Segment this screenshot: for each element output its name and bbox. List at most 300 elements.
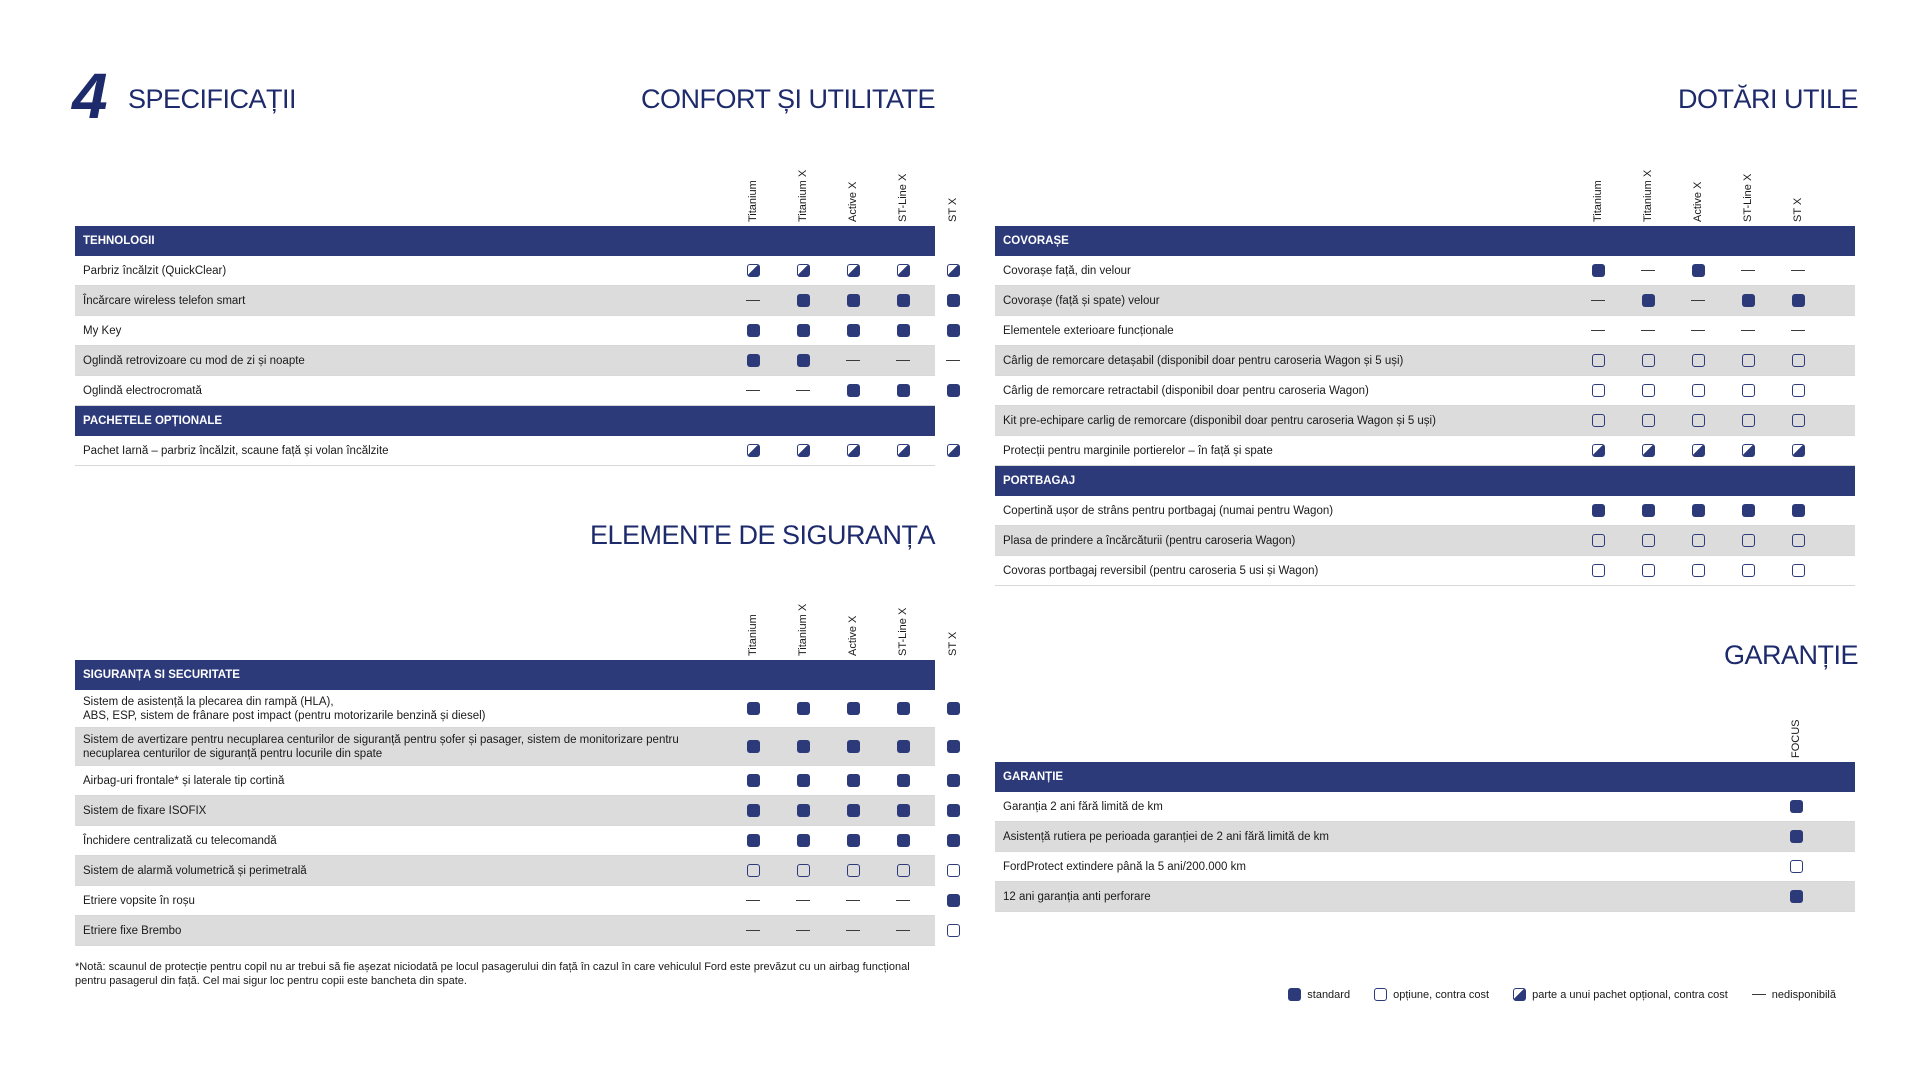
table-cell [828,826,878,855]
row-label: Covorașe față, din velour [1003,264,1131,277]
table-cell [928,316,978,345]
table-cell [778,346,828,375]
standard-icon [947,834,960,847]
table-cell [1773,256,1823,285]
standard-icon [797,774,810,787]
row-label: Protecții pentru marginile portierelor – în față și spate [1003,444,1273,457]
package-icon [947,264,960,277]
table-row [75,690,935,728]
standard-icon [947,702,960,715]
table-cell [728,796,778,825]
standard-icon [1742,504,1755,517]
table-cell [1673,556,1723,585]
table-cell [1673,256,1723,285]
standard-icon [747,354,760,367]
table-row [995,526,1855,556]
standard-icon [747,774,760,787]
table-row [995,256,1855,286]
standard-icon [797,294,810,307]
section-title-siguranta: ELEMENTE DE SIGURANȚA [589,520,935,550]
table-cell [1773,526,1823,555]
row-label: Etriere fixe Brembo [83,924,182,937]
table-cell [1773,346,1823,375]
table-row [75,766,935,796]
option-icon [1792,534,1805,547]
table-cell [828,436,878,465]
standard-icon [897,774,910,787]
table-cell [728,436,778,465]
table-row [75,346,935,376]
option-icon [1742,534,1755,547]
table-cell [1573,496,1623,525]
table-row [995,556,1855,586]
table-cell [778,256,828,285]
table-cell [1623,316,1673,345]
column-header: Titanium X [1642,169,1654,222]
legend-label: opțiune, contra cost [1393,988,1490,1001]
unavailable-icon [896,900,910,902]
option-icon [1642,414,1655,427]
option-icon [1742,414,1755,427]
standard-icon [847,834,860,847]
table-row [995,792,1855,822]
standard-icon [797,354,810,367]
table-cell [1723,436,1773,465]
table-cell [828,728,878,765]
standard-icon [1792,504,1805,517]
table-cell [1673,376,1723,405]
legend-label: parte a unui pachet opțional, contra cost [1532,988,1728,1001]
table-cell [878,916,928,945]
package-icon [1513,988,1526,1001]
table-cell [1573,346,1623,375]
option-icon [1642,384,1655,397]
table-cell [728,916,778,945]
option-icon [1742,564,1755,577]
package-icon [947,444,960,457]
table-cell [1573,256,1623,285]
table-cell [928,886,978,915]
table-cell [1773,406,1823,435]
standard-icon [847,324,860,337]
section-title-dotari: DOTĂRI UTILE [1677,84,1858,114]
table-cell [778,856,828,885]
row-label: Cârlig de remorcare detașabil (disponibil doar pentru caroseria Wagon și 5 uși) [1003,354,1404,367]
unavailable-icon [796,390,810,392]
table-cell [778,766,828,795]
standard-icon [797,740,810,753]
table-cell [1623,376,1673,405]
standard-icon [847,384,860,397]
option-icon [1592,384,1605,397]
option-icon [1592,354,1605,367]
option-icon [1692,384,1705,397]
row-label: Parbriz încălzit (QuickClear) [83,264,227,277]
table-cell [828,796,878,825]
page-number: 4 [72,60,106,132]
table-cell [778,286,828,315]
package-icon [897,444,910,457]
table-cell [828,856,878,885]
table-cell [1771,822,1821,851]
standard-icon [1288,988,1301,1001]
group-header: COVORAȘE [995,226,1855,256]
table-cell [728,856,778,885]
table-cell [728,256,778,285]
table-cell [828,766,878,795]
group-header: SIGURANȚA SI SECURITATE [75,660,935,690]
table-cell [778,886,828,915]
row-label: Copertină ușor de strâns pentru portbagaj (numai pentru Wagon) [1003,504,1334,517]
standard-icon [1642,504,1655,517]
table-cell [1623,256,1673,285]
option-icon [1592,414,1605,427]
column-header: ST X [947,631,959,656]
standard-icon [897,702,910,715]
page-title: SPECIFICAȚII [128,84,297,114]
standard-icon [1592,264,1605,277]
column-headers [75,588,959,660]
row-label: Etriere vopsite în roșu [83,894,195,907]
unavailable-icon [846,930,860,932]
table-cell [828,316,878,345]
unavailable-icon [1791,330,1805,332]
table-row [995,346,1855,376]
package-icon [1742,444,1755,457]
table-confort [75,154,959,466]
table-cell [878,316,928,345]
standard-icon [897,834,910,847]
standard-icon [947,324,960,337]
table-cell [928,346,978,375]
table-cell [728,316,778,345]
table-cell [728,286,778,315]
standard-icon [1792,294,1805,307]
package-icon [1692,444,1705,457]
unavailable-icon [846,360,860,362]
standard-icon [797,702,810,715]
table-cell [1773,496,1823,525]
group-header: PACHETELE OPȚIONALE [75,406,935,436]
table-cell [828,256,878,285]
option-icon [1692,534,1705,547]
row-label: Cârlig de remorcare retractabil (disponibil doar pentru caroseria Wagon) [1003,384,1369,397]
table-cell [878,826,928,855]
table-cell [1573,286,1623,315]
table-cell [1771,882,1821,911]
table-cell [1773,286,1823,315]
unavailable-icon [746,300,760,302]
table-cell [1673,436,1723,465]
table-cell [928,376,978,405]
table-cell [828,376,878,405]
table-cell [1773,556,1823,585]
legend-label: standard [1307,988,1351,1001]
column-header: Titanium X [797,169,809,222]
standard-icon [797,834,810,847]
table-cell [1573,406,1623,435]
option-icon [1592,534,1605,547]
table-cell [928,856,978,885]
column-header: ST X [947,197,959,222]
table-cell [1723,286,1773,315]
standard-icon [897,384,910,397]
table-cell [828,346,878,375]
table-cell [1573,436,1623,465]
column-header: Titanium X [797,603,809,656]
standard-icon [1592,504,1605,517]
column-header: ST-Line X [1742,173,1754,222]
table-row [75,436,935,466]
table-cell [928,286,978,315]
table-cell [1573,316,1623,345]
table-row [995,436,1855,466]
standard-icon [897,740,910,753]
table-row [75,316,935,346]
standard-icon [1642,294,1655,307]
unavailable-icon [1591,300,1605,302]
row-label: Oglindă electrocromată [83,384,202,397]
option-icon [1642,354,1655,367]
unavailable-icon [1641,270,1655,272]
row-label: My Key [83,324,122,337]
table-cell [1623,436,1673,465]
table-cell [1673,316,1723,345]
standard-icon [847,804,860,817]
standard-icon [747,324,760,337]
table-cell [1623,496,1673,525]
unavailable-icon [1691,300,1705,302]
legend-label: nedisponibilă [1771,988,1836,1001]
package-icon [797,444,810,457]
option-icon [1692,564,1705,577]
table-cell [1773,316,1823,345]
standard-icon [747,834,760,847]
standard-icon [947,740,960,753]
table-cell [1673,406,1723,435]
standard-icon [947,294,960,307]
table-cell [928,256,978,285]
option-icon [1792,414,1805,427]
standard-icon [947,804,960,817]
group-header: GARANȚIE [995,762,1855,792]
table-row [995,376,1855,406]
option-icon [1792,384,1805,397]
standard-icon [1790,830,1803,843]
table-cell [928,690,978,727]
option-icon [947,924,960,937]
table-cell [1723,406,1773,435]
row-label: Covoras portbagaj reversibil (pentru caroseria 5 usi și Wagon) [1003,564,1319,577]
table-row [995,882,1855,912]
table-cell [878,256,928,285]
group-header: PORTBAGAJ [995,466,1855,496]
table-cell [778,316,828,345]
unavailable-icon [846,900,860,902]
row-label: Încărcare wireless telefon smart [83,294,246,307]
table-cell [1723,256,1773,285]
table-cell [928,826,978,855]
column-header: Titanium [747,180,759,222]
option-icon [1692,354,1705,367]
table-cell [1773,376,1823,405]
table-cell [878,886,928,915]
unavailable-icon [1741,330,1755,332]
table-row [75,856,935,886]
row-label: Pachet Iarnă – parbriz încălzit, scaune față și volan încălzite [83,444,389,457]
table-cell [928,728,978,765]
standard-icon [1692,504,1705,517]
table-row [995,822,1855,852]
table-cell [1623,286,1673,315]
option-icon [897,864,910,877]
column-headers [75,154,959,226]
table-row [995,852,1855,882]
table-cell [878,286,928,315]
standard-icon [747,740,760,753]
row-label: Sistem de alarmă volumetrică și perimetrală [83,864,307,877]
column-headers [995,690,1855,762]
table-row [75,916,935,946]
unavailable-icon [1641,330,1655,332]
table-cell [1773,436,1823,465]
row-label: Garanția 2 ani fără limită de km [1003,800,1163,813]
column-header: ST-Line X [897,607,909,656]
table-cell [928,796,978,825]
standard-icon [1692,264,1705,277]
standard-icon [847,740,860,753]
table-cell [928,436,978,465]
table-cell [1771,852,1821,881]
unavailable-icon [1791,270,1805,272]
unavailable-icon [896,360,910,362]
table-cell [828,690,878,727]
standard-icon [847,702,860,715]
column-header: Active X [847,615,859,656]
table-cell [778,728,828,765]
row-label: FordProtect extindere până la 5 ani/200.000 km [1003,860,1246,873]
package-icon [797,264,810,277]
standard-icon [1790,890,1803,903]
row-label: Kit pre-echipare carlig de remorcare (disponibil doar pentru caroseria Wagon și 5 uși) [1003,414,1436,427]
table-cell [878,728,928,765]
row-label: Asistență rutiera pe perioada garanției de 2 ani fără limită de km [1003,830,1330,843]
table-cell [828,886,878,915]
table-cell [728,728,778,765]
table-row [75,826,935,856]
column-header: Titanium [1592,180,1604,222]
table-cell [1723,496,1773,525]
standard-icon [847,294,860,307]
unavailable-icon [746,900,760,902]
table-row [75,286,935,316]
column-header: ST X [1792,197,1804,222]
option-icon [1592,564,1605,577]
table-cell [878,690,928,727]
table-cell [1673,286,1723,315]
table-cell [778,796,828,825]
option-icon [1374,988,1387,1001]
option-icon [847,864,860,877]
unavailable-icon [796,900,810,902]
table-cell [1573,526,1623,555]
column-headers [995,154,1855,226]
table-cell [878,436,928,465]
table-cell [1623,406,1673,435]
standard-icon [747,804,760,817]
package-icon [1792,444,1805,457]
standard-icon [947,384,960,397]
package-icon [847,264,860,277]
table-row [75,376,935,406]
unavailable-icon [796,930,810,932]
option-icon [1792,564,1805,577]
legend [1264,988,1836,1001]
column-header: ST-Line X [897,173,909,222]
table-cell [1673,526,1723,555]
standard-icon [897,294,910,307]
table-cell [1723,346,1773,375]
table-cell [728,826,778,855]
row-label: Airbag-uri frontale* și laterale tip cortină [83,774,285,787]
unavailable-icon [746,390,760,392]
column-header: FOCUS [1790,719,1802,758]
table-cell [728,376,778,405]
column-header: Active X [847,181,859,222]
option-icon [797,864,810,877]
table-row [995,286,1855,316]
row-label: Sistem de fixare ISOFIX [83,804,207,817]
table-cell [778,436,828,465]
standard-icon [797,324,810,337]
option-icon [1742,354,1755,367]
table-siguranta [75,588,959,946]
package-icon [847,444,860,457]
option-icon [1692,414,1705,427]
table-cell [1723,526,1773,555]
table-cell [1623,526,1673,555]
standard-icon [847,774,860,787]
legend-item [1288,988,1350,1001]
table-cell [778,826,828,855]
package-icon [747,444,760,457]
column-header: Active X [1692,181,1704,222]
table-cell [778,376,828,405]
standard-icon [897,324,910,337]
legend-item [1374,988,1489,1001]
column-header: Titanium [747,614,759,656]
standard-icon [1790,800,1803,813]
standard-icon [747,702,760,715]
row-label: Elementele exterioare funcționale [1003,324,1174,337]
table-cell [778,916,828,945]
row-label: Plasa de prindere a încărcăturii (pentru caroseria Wagon) [1003,534,1296,547]
table-row [995,406,1855,436]
table-row [75,256,935,286]
row-label: Sistem de asistență la plecarea din rampă (HLA), ABS, ESP, sistem de frânare post impact (pentru motorizarile benzină și diesel) [83,695,486,722]
airbag-note: *Notă: scaunul de protecție pentru copil nu ar trebui să fie așezat niciodată pe locul pasagerului din față în cazul în care vehiculul Ford este prevăzut cu un airbag funcțional pentru pasagerul din față. Cel mai sigur loc pentru copii este bancheta din spate. [75,961,910,987]
table-cell [1623,556,1673,585]
table-cell [878,796,928,825]
package-icon [897,264,910,277]
legend-item [1513,988,1728,1001]
table-row [995,496,1855,526]
package-icon [1592,444,1605,457]
unavailable-icon [1591,330,1605,332]
standard-icon [947,774,960,787]
table-cell [1573,556,1623,585]
table-cell [728,886,778,915]
